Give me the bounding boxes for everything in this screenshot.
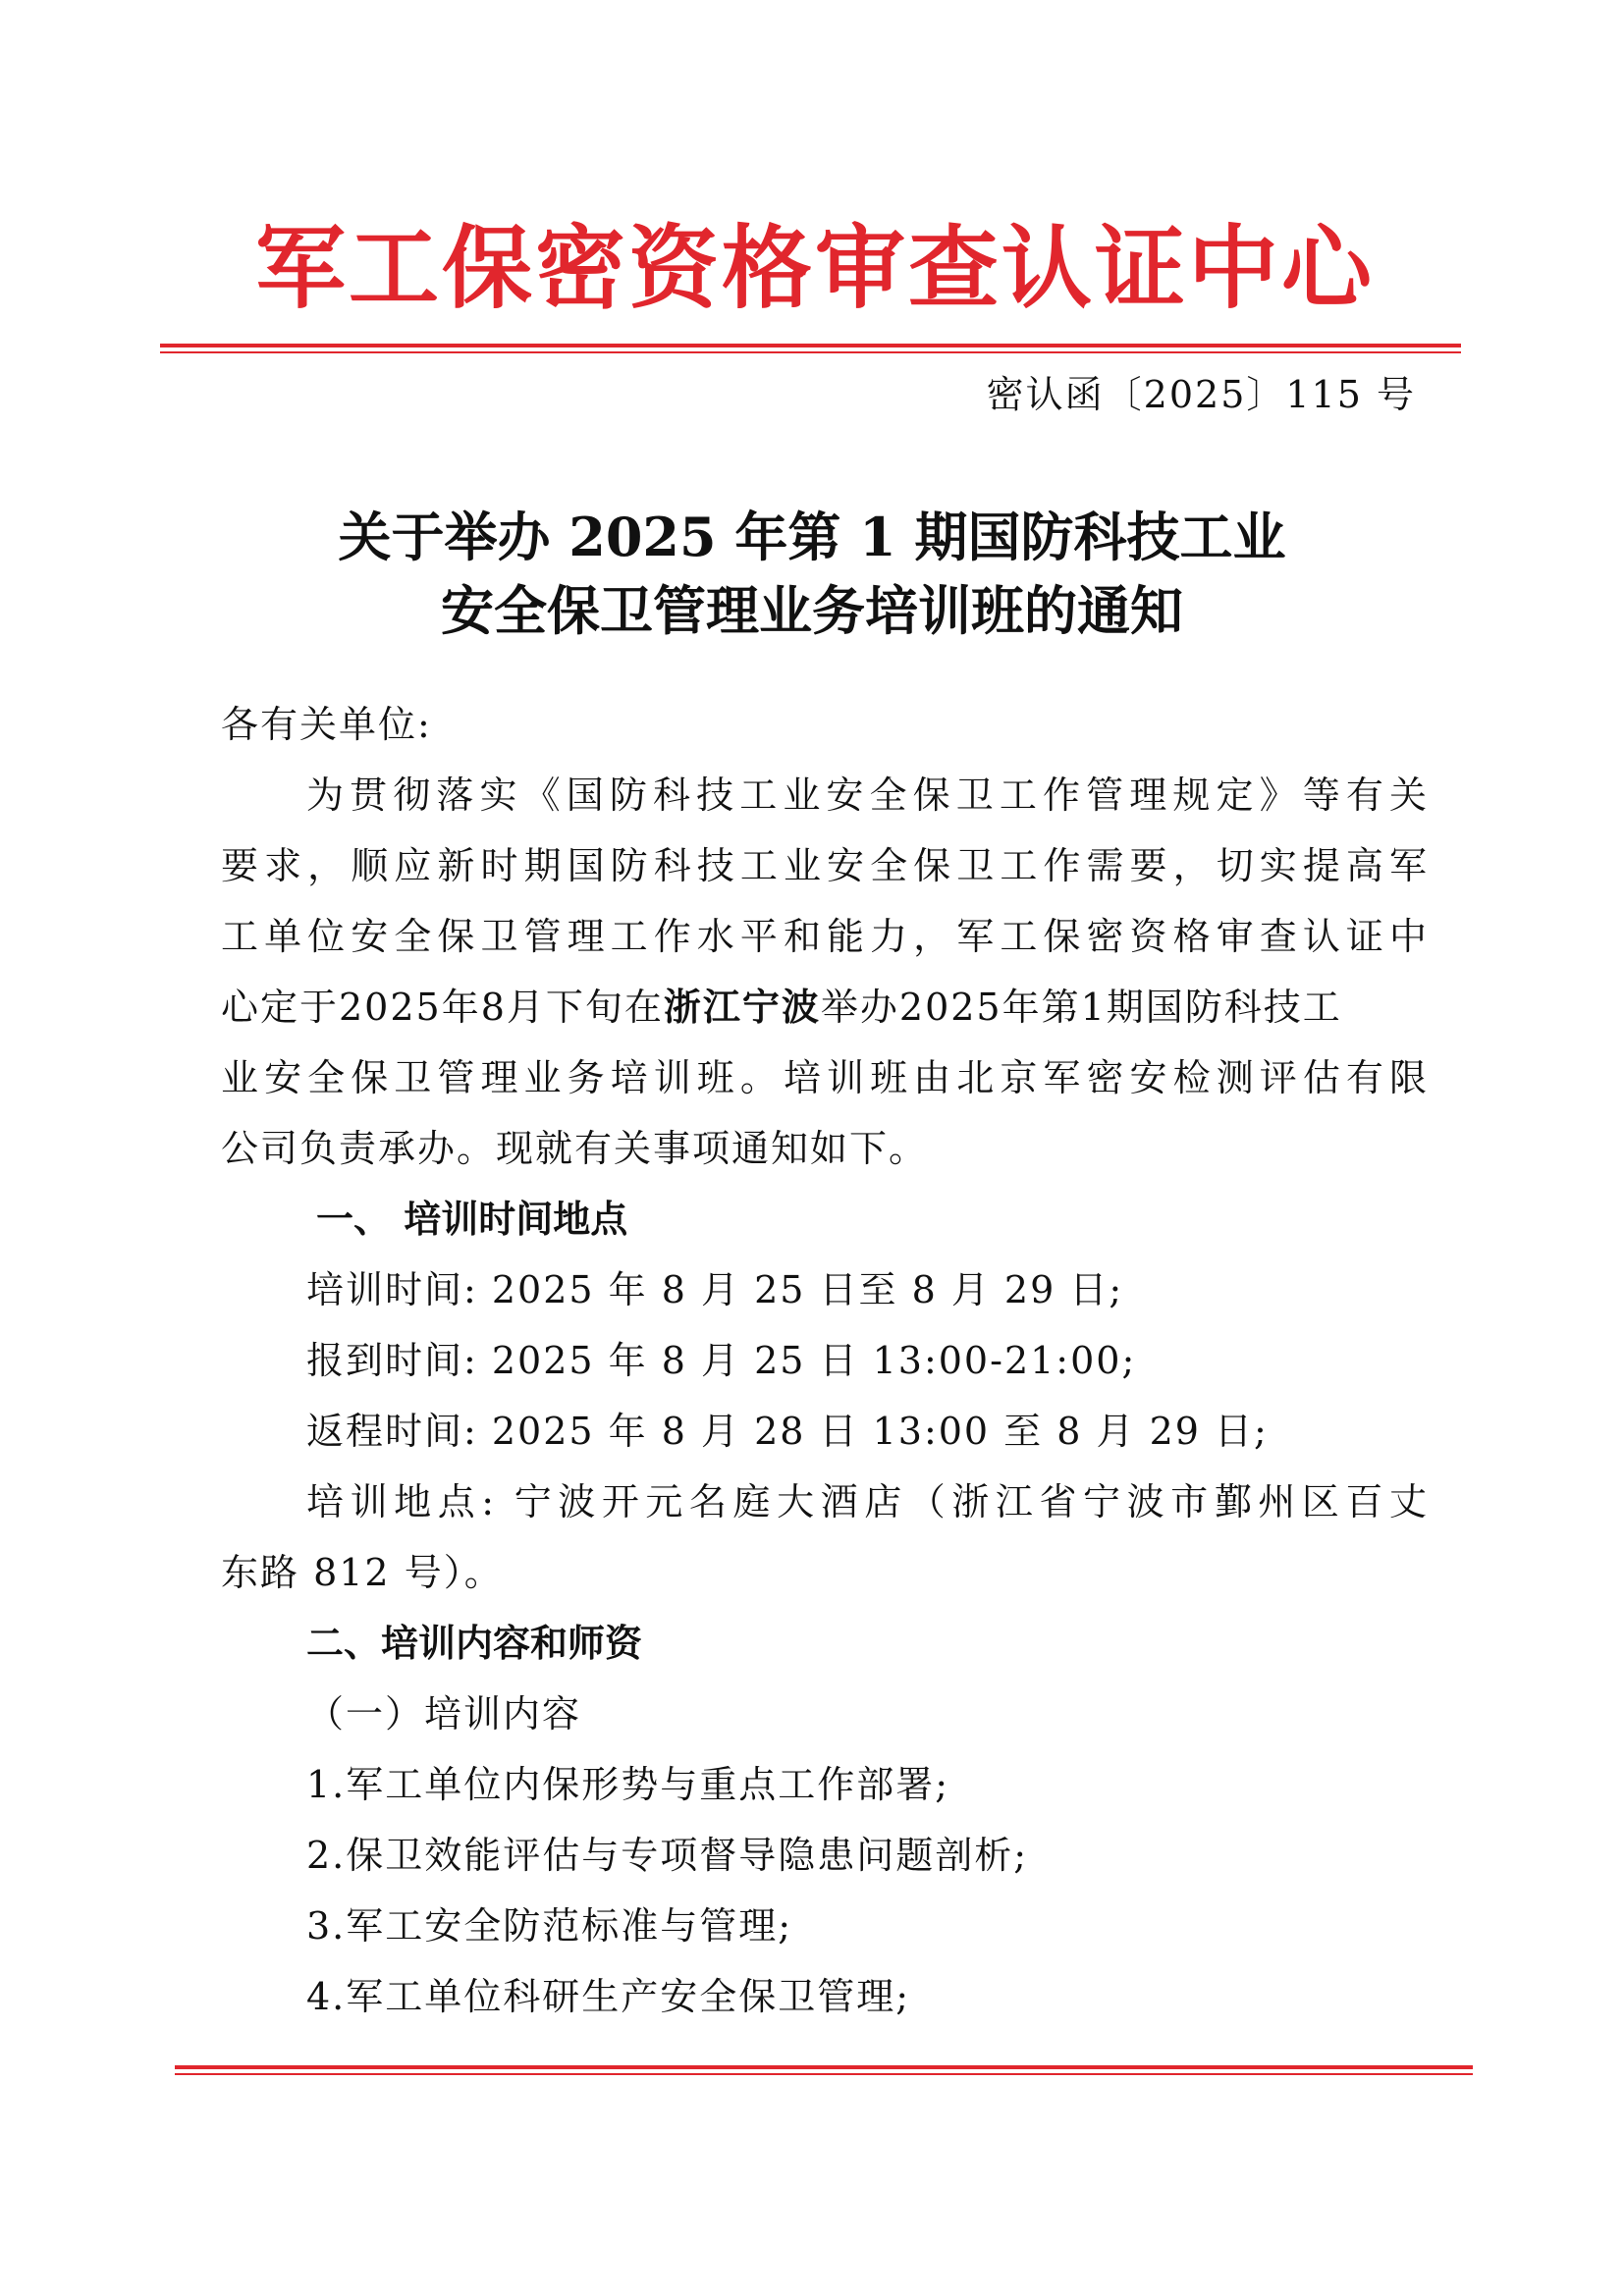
section-2-heading: 二、培训内容和师资 bbox=[306, 1622, 643, 1665]
notice-title-line-2: 安全保卫管理业务培训班的通知 bbox=[441, 579, 1183, 642]
content-item-3: 3.军工安全防范标准与管理; bbox=[306, 1904, 793, 1948]
content-item-2: 2.保卫效能评估与专项督导隐患问题剖析; bbox=[306, 1834, 1029, 1877]
training-time: 培训时间: 2025 年 8 月 25 日至 8 月 29 日; bbox=[306, 1268, 1124, 1311]
intro-line-4 bbox=[221, 972, 1429, 1042]
intro-line-6: 公司负责承办。现就有关事项通知如下。 bbox=[221, 1127, 929, 1170]
footer-rule-thin bbox=[175, 2073, 1473, 2075]
intro-line-1: 为贯彻落实《国防科技工业安全保卫工作管理规定》等有关 bbox=[306, 774, 1429, 817]
footer-rule-thick bbox=[175, 2065, 1473, 2069]
document-number: 密认函〔2025〕115 号 bbox=[986, 373, 1416, 416]
notice-title-line-1: 关于举办 2025 年第 1 期国防科技工业 bbox=[338, 506, 1286, 568]
header-rule-thick bbox=[160, 344, 1461, 347]
salutation: 各有关单位: bbox=[221, 703, 432, 746]
content-item-4: 4.军工单位科研生产安全保卫管理; bbox=[306, 1975, 911, 2018]
training-location-line-2: 东路 812 号）。 bbox=[221, 1551, 504, 1594]
organization-name: 军工保密资格审查认证中心 bbox=[254, 215, 1375, 321]
content-item-1: 1.军工单位内保形势与重点工作部署; bbox=[306, 1763, 950, 1806]
header-rule-thin bbox=[160, 351, 1461, 353]
intro-line-2: 要求，顺应新时期国防科技工业安全保卫工作需要，切实提高军 bbox=[221, 844, 1429, 887]
intro-line-4-start: 心定于2025年8月下旬在 bbox=[221, 986, 664, 1029]
training-content-subheading: （一）培训内容 bbox=[306, 1692, 582, 1735]
intro-line-3: 工单位安全保卫管理工作水平和能力，军工保密资格审查认证中 bbox=[221, 915, 1429, 958]
section-1-heading: 一、 培训时间地点 bbox=[316, 1198, 628, 1241]
training-city: 浙江宁波 bbox=[663, 986, 821, 1029]
training-location-line-1: 培训地点: 宁波开元名庭大酒店（浙江省宁波市鄞州区百丈 bbox=[306, 1480, 1429, 1523]
checkin-time: 报到时间: 2025 年 8 月 25 日 13:00-21:00; bbox=[306, 1339, 1137, 1382]
intro-line-4-end: 举办2025年第1期国防科技工 bbox=[820, 986, 1342, 1029]
intro-line-5: 业安全保卫管理业务培训班。培训班由北京军密安检测评估有限 bbox=[221, 1056, 1429, 1099]
return-time: 返程时间: 2025 年 8 月 28 日 13:00 至 8 月 29 日; bbox=[306, 1410, 1269, 1453]
